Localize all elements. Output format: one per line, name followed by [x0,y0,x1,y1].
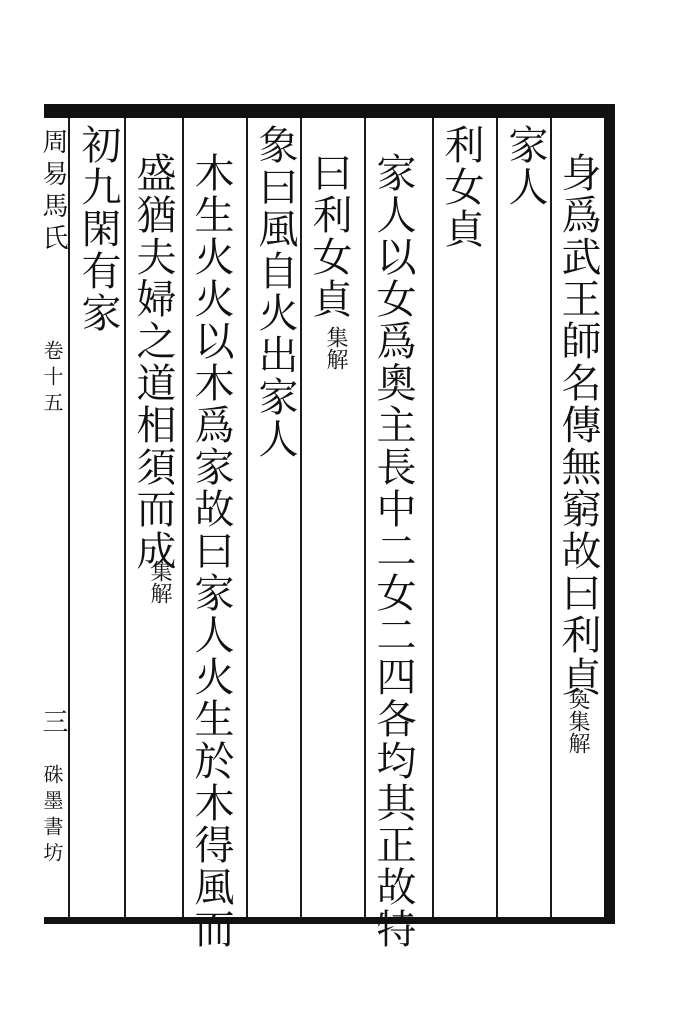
column-rule [496,118,498,917]
column-rule [246,118,248,917]
commentary-column-1: 奐集解 [565,688,590,754]
fold-rule [68,118,70,917]
text-column-1: 身爲武王師名傳無窮故曰利貞 [555,152,601,698]
text-column-7: 木生火火以木爲家故曰家人火生於木得風而 [188,152,234,950]
frame-right-border [604,104,615,924]
text-column-2: 家人 [502,124,548,208]
text-column-9: 初九閑有家 [75,124,121,334]
column-rule [124,118,126,917]
fold-page-number: 三 [38,708,68,740]
column-rule [364,118,366,917]
text-column-5: 曰利女貞 [306,152,352,320]
column-rule [550,118,552,917]
fold-volume: 卷十五 [40,340,64,418]
frame-top-border [44,104,615,118]
fold-imprint: 硃墨書坊 [40,764,64,868]
column-rule [182,118,184,917]
fold-title: 周易馬氏 [38,128,68,256]
text-column-8: 盛猶夫婦之道相須而成 [130,152,176,572]
commentary-column-5: 集解 [323,326,348,370]
text-column-3: 利女貞 [438,124,484,250]
frame-bottom-border [44,917,615,924]
column-rule [300,118,302,917]
text-column-6: 象曰風自火出家人 [252,124,298,460]
commentary-column-8: 集解 [147,560,172,604]
column-rule [432,118,434,917]
text-column-4: 家人以女爲奧主長中二女二四各均其正故特 [370,152,416,950]
